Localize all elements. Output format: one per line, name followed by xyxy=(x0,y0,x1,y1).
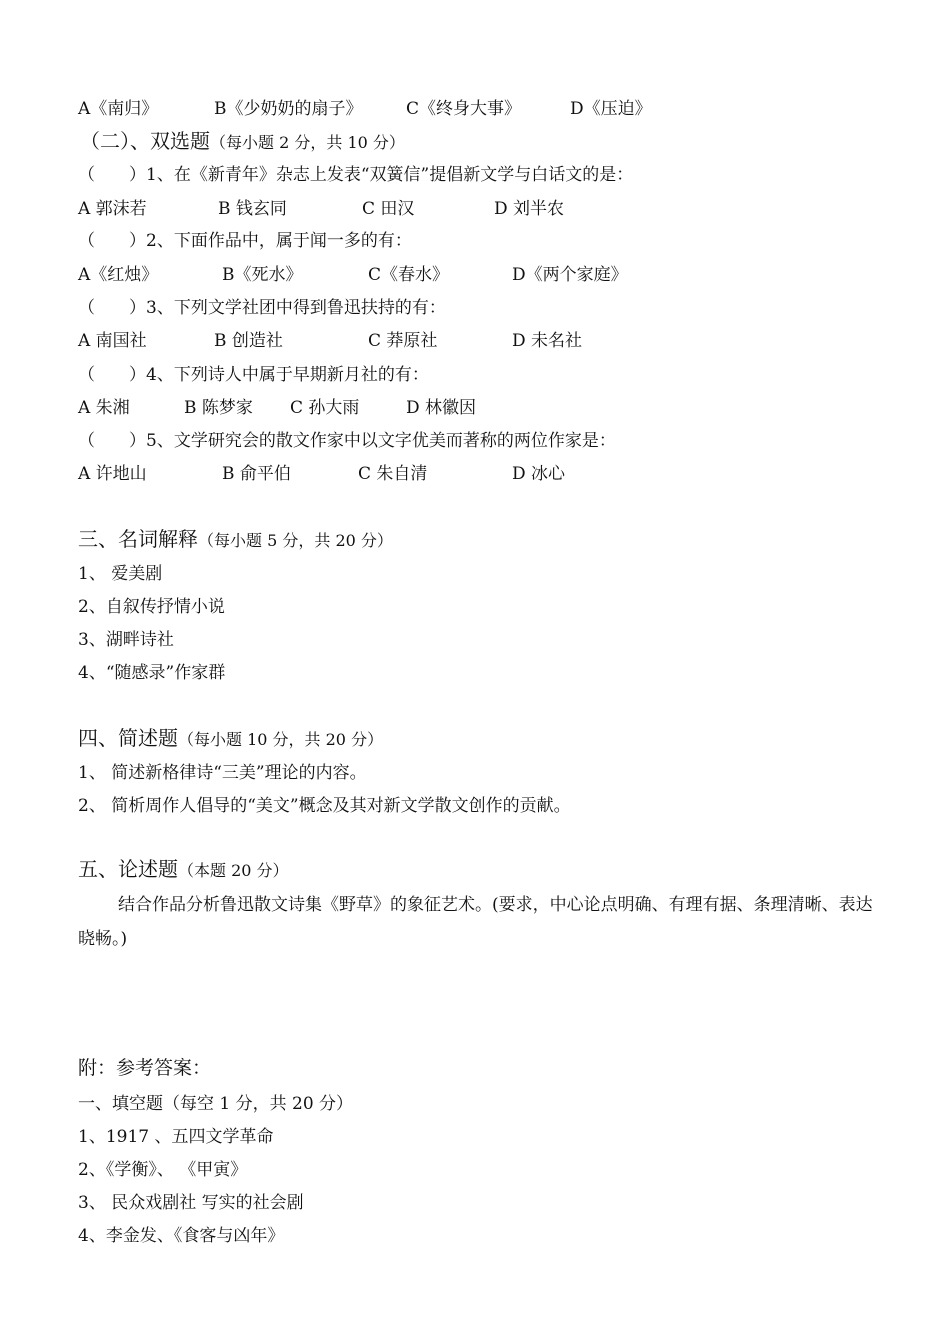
list-item: 2、自叙传抒情小说 xyxy=(78,597,225,617)
section-5-title: 五、论述题 xyxy=(78,857,178,881)
answers-title: 附：参考答案： xyxy=(78,1057,212,1079)
option-d: D 未名社 xyxy=(512,331,583,351)
question-stem: （ ）1、在《新青年》杂志上发表“双簧信”提倡新文学与白话文的是： xyxy=(78,165,634,185)
question-stem: （ ）5、文学研究会的散文作家中以文字优美而著称的两位作家是： xyxy=(78,431,616,451)
section-3-note: （每小题 5 分，共 20 分） xyxy=(198,531,393,550)
option-c: C 莽原社 xyxy=(368,331,438,351)
option-a: A 许地山 xyxy=(78,464,147,484)
option-c: C 朱自清 xyxy=(358,464,428,484)
section-5-note: （本题 20 分） xyxy=(178,861,289,880)
option-a: A 朱湘 xyxy=(78,398,130,418)
essay-prompt: 结合作品分析鲁迅散文诗集《野草》的象征艺术。(要求，中心论点明确、有理有据、条理清晰、表达晓畅。) xyxy=(78,895,873,949)
answer-item: 1、1917 、五四文学革命 xyxy=(78,1127,274,1147)
option-c: C《终身大事》 xyxy=(406,99,522,119)
section-3-title: 三、名词解释 xyxy=(78,527,198,551)
answer-item: 4、李金发、《食客与凶年》 xyxy=(78,1226,285,1246)
option-b: B 创造社 xyxy=(214,331,283,351)
option-c: C 田汉 xyxy=(362,199,415,219)
section-2-title: （二）、双选题 xyxy=(80,129,210,153)
list-item: 1、 爱美剧 xyxy=(78,564,163,584)
answer-item: 3、 民众戏剧社 写实的社会剧 xyxy=(78,1193,304,1213)
section-4-heading xyxy=(78,727,383,751)
section-3-heading xyxy=(78,528,393,552)
option-b: B 钱玄同 xyxy=(218,199,287,219)
list-item: 2、 简析周作人倡导的“美文”概念及其对新文学散文创作的贡献。 xyxy=(78,796,571,816)
question-stem: （ ）4、下列诗人中属于早期新月社的有： xyxy=(78,365,429,385)
option-d: D 林徽因 xyxy=(406,398,477,418)
list-item: 4、“随感录”作家群 xyxy=(78,663,226,683)
list-item: 3、湖畔诗社 xyxy=(78,630,174,650)
option-c: C 孙大雨 xyxy=(290,398,360,418)
section-2-note: （每小题 2 分，共 10 分） xyxy=(210,133,405,152)
option-d: D《两个家庭》 xyxy=(512,265,628,285)
option-b: B《少奶奶的扇子》 xyxy=(214,99,363,119)
question-stem: （ ）3、下列文学社团中得到鲁迅扶持的有： xyxy=(78,298,446,318)
section-4-title: 四、简述题 xyxy=(78,726,178,750)
option-b: B 俞平伯 xyxy=(222,464,291,484)
option-c: C《春水》 xyxy=(368,265,450,285)
section-4-note: （每小题 10 分，共 20 分） xyxy=(178,730,384,749)
option-a: A 郭沫若 xyxy=(78,199,147,219)
answers-subtitle: 一、填空题（每空 1 分，共 20 分） xyxy=(78,1094,354,1114)
option-d: D《压迫》 xyxy=(570,99,652,119)
section-5-heading xyxy=(78,858,289,882)
option-d: D 冰心 xyxy=(512,464,566,484)
section-2-heading xyxy=(80,130,405,154)
list-item: 1、 简述新格律诗“三美”理论的内容。 xyxy=(78,763,367,783)
option-a: A《南归》 xyxy=(78,99,159,119)
question-stem: （ ）2、下面作品中，属于闻一多的有： xyxy=(78,231,412,251)
option-d: D 刘半农 xyxy=(494,199,565,219)
option-a: A 南国社 xyxy=(78,331,147,351)
answer-item: 2、《学衡》、 《甲寅》 xyxy=(78,1160,248,1180)
option-b: B 陈梦家 xyxy=(184,398,253,418)
option-a: A《红烛》 xyxy=(78,265,159,285)
option-b: B《死水》 xyxy=(222,265,303,285)
